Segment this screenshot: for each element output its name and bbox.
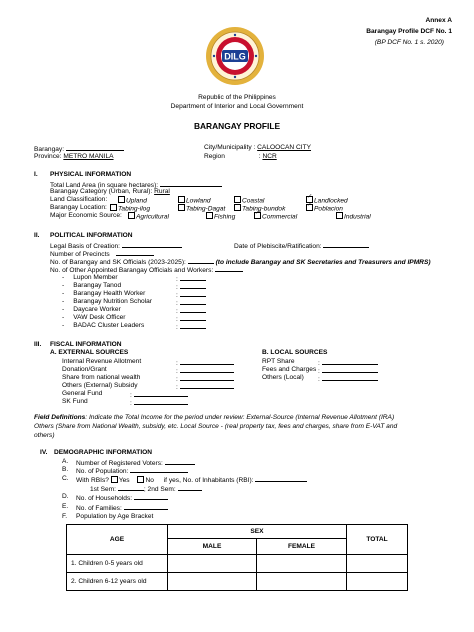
econ-opt-fishing: Fishing [206, 212, 235, 221]
region-label: Region [204, 153, 225, 160]
female-header: FEMALE [257, 539, 347, 555]
category-value: Rural [154, 188, 170, 195]
fiscal-input[interactable] [180, 366, 234, 373]
checkbox[interactable] [118, 196, 125, 203]
households-input[interactable] [134, 493, 168, 500]
rbi-no-checkbox[interactable] [137, 476, 144, 483]
political-heading: POLITICAL INFORMATION [50, 232, 133, 239]
officials-note: (to include Barangay and SK Secretaries and Treasurers and IPMRS) [215, 259, 431, 266]
fiscal-input[interactable] [180, 382, 234, 389]
land-opt-coastal: Coastal [234, 196, 264, 205]
demographic-heading: DEMOGRAPHIC INFORMATION [54, 449, 153, 456]
worker-input[interactable] [180, 314, 206, 321]
fiscal-heading-num: III. [34, 341, 42, 348]
page-title: BARANGAY PROFILE [193, 121, 281, 131]
precincts-input[interactable] [116, 249, 154, 256]
land-area-label: Total Land Area (in square hectares): [50, 182, 159, 189]
fiscal-input[interactable] [322, 374, 378, 381]
rbi-yes-checkbox[interactable] [111, 476, 118, 483]
total-cell[interactable] [347, 555, 408, 573]
total-header: TOTAL [347, 525, 408, 555]
barangay-label: Barangay: [34, 146, 65, 153]
fiscal-input[interactable] [322, 366, 378, 373]
demo-f-letter: F. [62, 513, 68, 520]
department-line: Department of Interior and Local Government [170, 103, 304, 110]
fiscal-input[interactable] [322, 358, 378, 365]
plebiscite-field [234, 241, 369, 251]
sem2-input[interactable] [178, 484, 202, 491]
worker-input[interactable] [180, 274, 206, 281]
land-class-label: Land Classification: [50, 196, 108, 203]
checkbox[interactable] [110, 204, 117, 211]
worker-input[interactable] [180, 298, 206, 305]
officials-label: No. of Barangay and SK Officials (2023-2025): [50, 259, 186, 266]
families-field: No. of Families: [76, 503, 168, 513]
male-cell[interactable] [168, 573, 257, 591]
field-definitions-label: Field Definitions [34, 414, 86, 421]
worker-input[interactable] [180, 306, 206, 313]
checkbox[interactable] [234, 204, 241, 211]
demo-c-letter: C. [62, 475, 69, 482]
city-field [204, 144, 311, 152]
province-field [34, 153, 114, 161]
worker-input[interactable] [180, 282, 206, 289]
sem1-input[interactable] [118, 484, 144, 491]
demographic-heading-num: IV. [40, 449, 48, 456]
table-row [67, 555, 408, 573]
table-row [67, 573, 408, 591]
checkbox[interactable] [206, 212, 213, 219]
registered-voters-field: Number of Registered Voters: [76, 458, 195, 468]
fiscal-input[interactable] [180, 358, 234, 365]
region-value: NCR [262, 153, 277, 160]
econ-opt-agricultural: Agricultural [128, 212, 169, 221]
plebiscite-input[interactable] [323, 241, 369, 248]
demo-d-letter: D. [62, 493, 69, 500]
male-header: MALE [168, 539, 257, 555]
physical-heading: PHYSICAL INFORMATION [50, 171, 132, 178]
location-label: Barangay Location: [50, 204, 107, 211]
loc-item-rpt: RPT Share [262, 358, 295, 365]
loc-item-others: Others (Local) [262, 374, 304, 381]
category-field [50, 188, 170, 196]
land-area-input[interactable] [160, 180, 222, 187]
age-bracket-table [66, 524, 408, 591]
external-sources-heading: A. EXTERNAL SOURCES [50, 349, 129, 356]
worker-row-bhw: - Barangay Health Worker [62, 290, 146, 297]
worker-row-vaw: - VAW Desk Officer [62, 314, 126, 321]
checkbox[interactable] [336, 212, 343, 219]
rbi-inhabitants-input[interactable] [255, 475, 307, 482]
barangay-value[interactable] [66, 144, 124, 151]
field-definitions-line2: Others (Share from National Wealth, subsidy, etc. Local Source - (real property tax, fees and charges, share from E-VAT and [34, 423, 398, 430]
female-cell[interactable] [257, 573, 347, 591]
plebiscite-label: Date of Plebiscite/Ratification: [234, 243, 322, 250]
loc-opt-tabing-ilog: Tabing-ilog [110, 204, 150, 213]
econ-opt-commercial: ✓ Commercial [254, 212, 297, 221]
ext-item-ira: Internal Revenue Allotment [62, 358, 142, 365]
field-definitions-line3: others) [34, 432, 55, 439]
physical-heading-num: I. [34, 171, 38, 178]
fiscal-heading: FISCAL INFORMATION [50, 341, 122, 348]
legal-basis-label: Legal Basis of Creation: [50, 243, 121, 250]
households-field: No. of Households: [76, 493, 168, 503]
rbi-field: With RBIs? Yes No if yes, No. of Inhabitants (RBI): [76, 475, 307, 485]
field-definitions-line1: Field Definitions: Indicate the Total Income for the period under review: External-Source (Internal Revenue Allotment (IRA) [34, 414, 395, 421]
economic-label: Major Economic Source: [50, 212, 122, 219]
loc-item-fees: Fees and Charges [262, 366, 317, 373]
land-opt-landlocked: ✓ Landlocked [306, 196, 348, 205]
total-cell[interactable] [347, 573, 408, 591]
precincts-label: Number of Precincts [50, 251, 110, 258]
families-input[interactable] [124, 503, 168, 510]
worker-input[interactable] [180, 290, 206, 297]
region-field [204, 153, 277, 161]
loc-opt-tabing-bundok: Tabing-bundok [234, 204, 285, 213]
appointed-input[interactable] [215, 265, 243, 272]
province-value: METRO MANILA [63, 153, 114, 160]
econ-opt-industrial: Industrial [336, 212, 371, 221]
ext-item-donation: Donation/Grant [62, 366, 107, 373]
age-row-label: 1. Children 0-5 years old [67, 555, 168, 573]
fiscal-input[interactable] [134, 398, 188, 405]
registered-voters-input[interactable] [165, 458, 195, 465]
land-opt-upland: Upland [118, 196, 147, 205]
region-separator: : [258, 153, 261, 160]
annex-form-name: Barangay Profile DCF No. 1 [366, 28, 452, 35]
worker-row-lupon: - Lupon Member [62, 274, 118, 281]
worker-row-tanod: - Barangay Tanod [62, 282, 122, 289]
age-bracket-label: Population by Age Bracket [76, 513, 154, 520]
city-value: CALOOCAN CITY [257, 144, 312, 151]
checkbox[interactable] [234, 196, 241, 203]
legal-basis-input[interactable] [122, 241, 182, 248]
checkbox[interactable] [128, 212, 135, 219]
city-label: City/Municipality : [204, 144, 256, 151]
republic-line: Republic of the Philippines [198, 94, 276, 101]
ext-item-national-wealth: Share from national wealth [62, 374, 141, 381]
local-sources-heading: B. LOCAL SOURCES [262, 349, 328, 356]
checkbox-checked[interactable] [306, 204, 313, 211]
age-row-label: 2. Children 6-12 years old [67, 573, 168, 591]
category-label: Barangay Category (Urban, Rural): [50, 188, 153, 195]
worker-row-bns: - Barangay Nutrition Scholar [62, 298, 153, 305]
loc-opt-tabing-dagat: Tabing-Dagat [178, 204, 225, 213]
political-heading-num: II. [34, 232, 40, 239]
loc-opt-poblacion: ✓ Poblacion [306, 204, 343, 213]
dilg-seal-logo [205, 26, 265, 86]
fiscal-input[interactable] [180, 374, 234, 381]
svg-text:DILG: DILG [224, 51, 246, 62]
checkbox-checked[interactable] [254, 212, 261, 219]
female-cell[interactable] [257, 555, 347, 573]
ext-item-subsidy: Others (External) Subsidy [62, 382, 138, 389]
worker-row-daycare: - Daycare Worker [62, 306, 121, 313]
worker-row-badac: - BADAC Cluster Leaders [62, 322, 145, 329]
demo-b-letter: B. [62, 466, 69, 473]
age-header: AGE [67, 525, 168, 555]
demo-e-letter: E. [62, 503, 69, 510]
officials-input[interactable] [188, 257, 214, 264]
annex-label: Annex A [425, 17, 452, 24]
appointed-label: No. of Other Appointed Barangay Officials and Workers: [50, 267, 214, 274]
ext-item-general-fund: General Fund [62, 390, 103, 397]
population-field: No. of Population: [76, 466, 188, 476]
checkbox[interactable] [178, 204, 185, 211]
land-opt-lowland: Lowland [178, 196, 211, 205]
sex-header: SEX [168, 525, 347, 539]
demo-a-letter: A. [62, 458, 69, 465]
province-label: Province: [34, 153, 62, 160]
worker-input[interactable] [180, 322, 206, 329]
checkbox[interactable] [178, 196, 185, 203]
population-input[interactable] [130, 466, 188, 473]
annex-form-series: (BP DCF No. 1 s. 2020) [374, 39, 444, 46]
male-cell[interactable] [168, 555, 257, 573]
ext-item-sk-fund: SK Fund [62, 398, 88, 405]
fiscal-input[interactable] [134, 390, 188, 397]
semester-field: 1st Sem: ; 2nd Sem: [90, 484, 202, 494]
